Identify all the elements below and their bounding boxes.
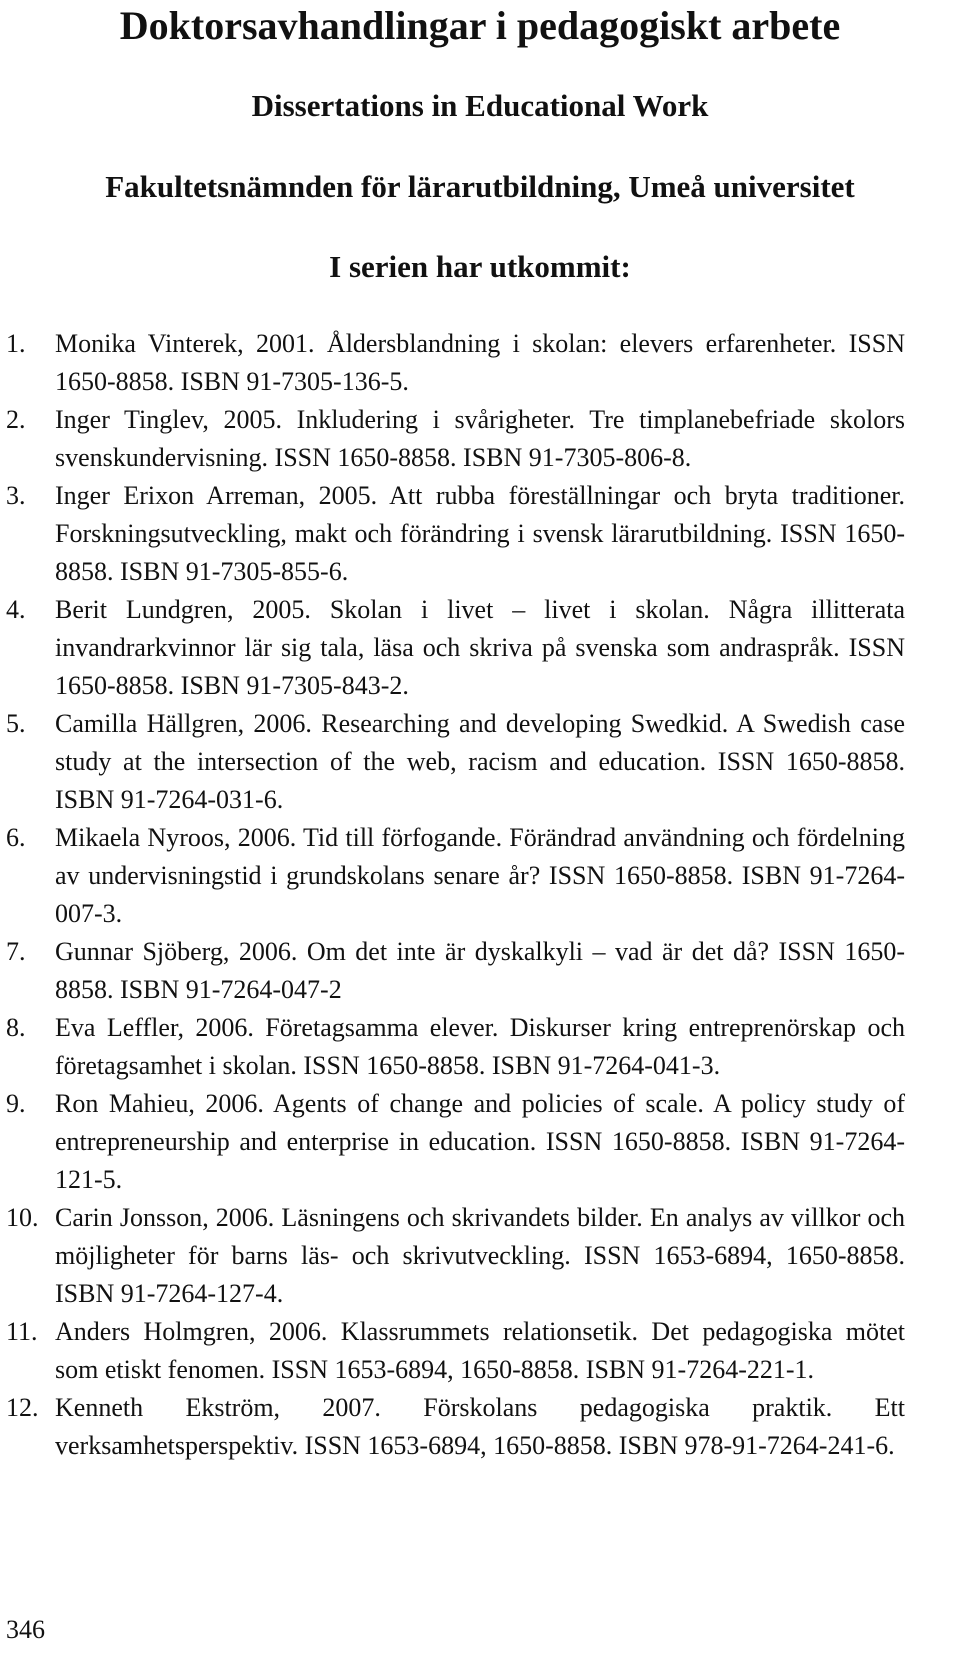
item-number: 3.	[6, 481, 26, 510]
series-intro-heading: I serien har utkommit:	[329, 249, 631, 284]
item-text: Gunnar Sjöberg, 2006. Om det inte är dyskalkyli – vad är det då? ISSN 1650-8858. ISBN 91-7264-047-2	[55, 937, 905, 1004]
list-item	[0, 591, 905, 705]
page-title: Doktorsavhandlingar i pedagogiskt arbete	[119, 3, 841, 48]
page-subtitle: Dissertations in Educational Work	[251, 88, 709, 123]
list-item	[0, 1313, 905, 1389]
list-item	[0, 1199, 905, 1313]
dissertation-list	[0, 325, 960, 1465]
list-item	[0, 705, 905, 819]
item-number: 5.	[6, 709, 26, 738]
list-item	[0, 1389, 905, 1465]
list-item	[0, 819, 905, 933]
item-number: 12.	[6, 1393, 39, 1422]
item-number: 10.	[6, 1203, 39, 1232]
item-text: Berit Lundgren, 2005. Skolan i livet – livet i skolan. Några illitterata invandrarkvinnor lär sig tala, läsa och skriva på svenska som andraspråk. ISSN 1650-8858. ISBN 91-7305-843-2.	[55, 595, 905, 700]
list-item	[0, 325, 905, 401]
item-number: 6.	[6, 823, 26, 852]
list-item	[0, 401, 905, 477]
list-item	[0, 477, 905, 591]
item-number: 11.	[6, 1317, 38, 1346]
page-number: 346	[6, 1615, 45, 1644]
item-number: 9.	[6, 1089, 26, 1118]
item-text: Carin Jonsson, 2006. Läsningens och skrivandets bilder. En analys av villkor och möjligheter för barns läs- och skrivutveckling. ISSN 1653-6894, 1650-8858. ISBN 91-7264-127-4.	[55, 1203, 905, 1308]
item-number: 7.	[6, 937, 26, 966]
item-number: 4.	[6, 595, 26, 624]
item-number: 2.	[6, 405, 26, 434]
list-item	[0, 933, 905, 1009]
item-text: Kenneth Ekström, 2007. Förskolans pedagogiska praktik. Ett verksamhetsperspektiv. ISSN 1653-6894, 1650-8858. ISBN 978-91-7264-241-6.	[55, 1393, 905, 1460]
faculty-heading: Fakultetsnämnden för lärarutbildning, Umeå universitet	[105, 169, 855, 204]
item-text: Mikaela Nyroos, 2006. Tid till förfogande. Förändrad användning och fördelning av undervisningstid i grundskolans senare år? ISSN 1650-8858. ISBN 91-7264-007-3.	[55, 823, 905, 928]
item-number: 8.	[6, 1013, 26, 1042]
list-item	[0, 1009, 905, 1085]
item-text: Anders Holmgren, 2006. Klassrummets relationsetik. Det pedagogiska mötet som etiskt fenomen. ISSN 1653-6894, 1650-8858. ISBN 91-7264-221-1.	[55, 1317, 905, 1384]
item-text: Eva Leffler, 2006. Företagsamma elever. Diskurser kring entreprenörskap och företagsamhet i skolan. ISSN 1650-8858. ISBN 91-7264-041-3.	[55, 1013, 905, 1080]
list-item	[0, 1085, 905, 1199]
item-text: Ron Mahieu, 2006. Agents of change and policies of scale. A policy study of entrepreneurship and enterprise in education. ISSN 1650-8858. ISBN 91-7264-121-5.	[55, 1089, 905, 1194]
item-text: Inger Erixon Arreman, 2005. Att rubba föreställningar och bryta traditioner. Forskningsutveckling, makt och förändring i svensk lärarutbildning. ISSN 1650-8858. ISBN 91-7305-855-6.	[55, 481, 905, 586]
item-text: Camilla Hällgren, 2006. Researching and developing Swedkid. A Swedish case study at the intersection of the web, racism and education. ISSN 1650-8858. ISBN 91-7264-031-6.	[55, 709, 905, 814]
item-text: Inger Tinglev, 2005. Inkludering i svårigheter. Tre timplanebefriade skolors svenskundervisning. ISSN 1650-8858. ISBN 91-7305-806-8.	[55, 405, 905, 472]
item-text: Monika Vinterek, 2001. Åldersblandning i skolan: elevers erfarenheter. ISSN 1650-8858. ISBN 91-7305-136-5.	[55, 329, 905, 396]
item-number: 1.	[6, 329, 26, 358]
